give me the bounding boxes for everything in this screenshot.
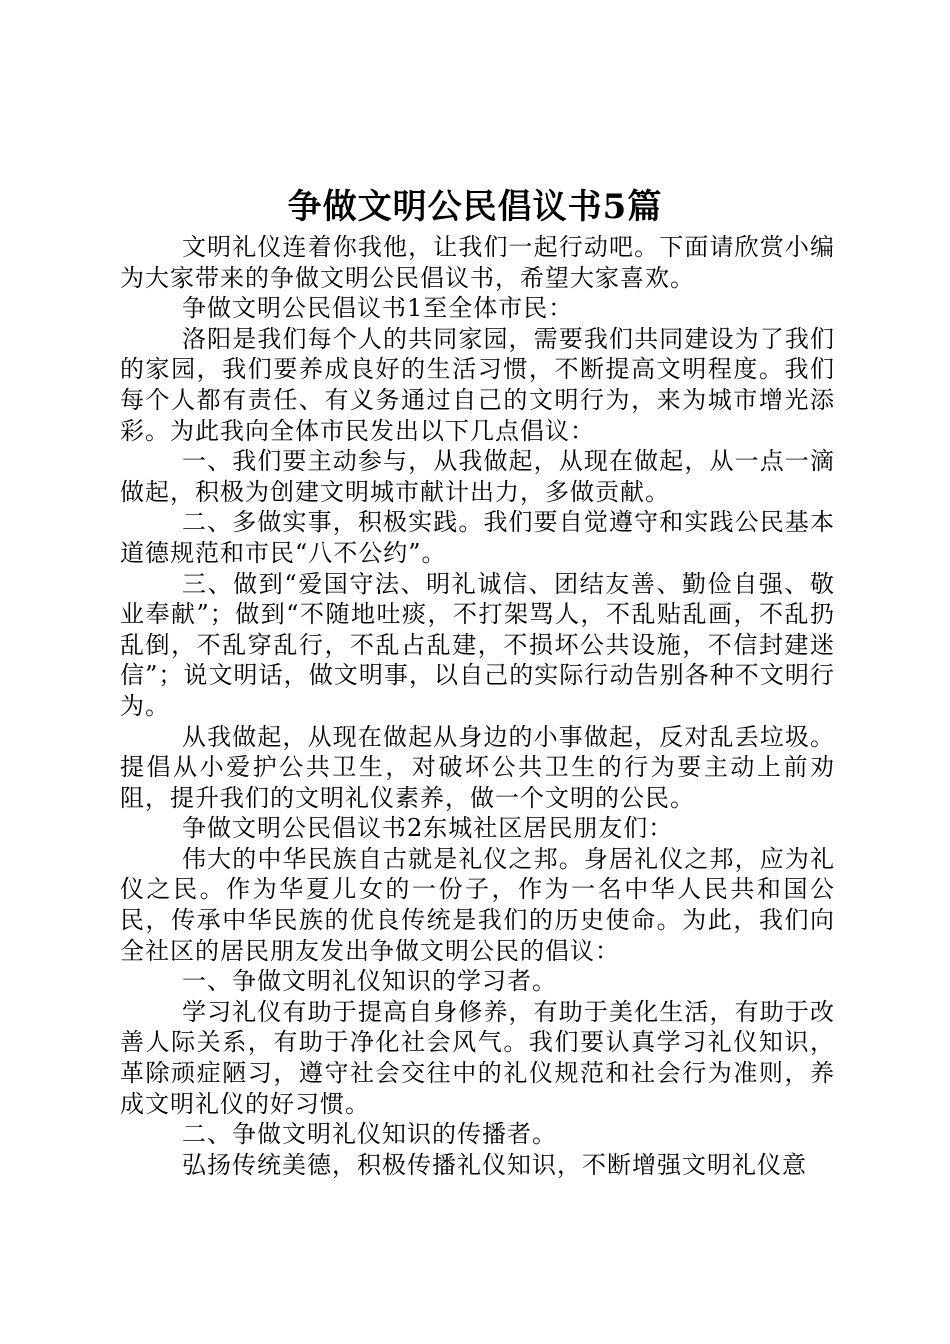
paragraph: 一、我们要主动参与，从我做起，从现在做起，从一点一滴做起，积极为创建文明城市献计出力，多做贡献。 bbox=[120, 447, 835, 506]
document-title: 争做文明公民倡议书5篇 bbox=[287, 187, 663, 227]
paragraph: 文明礼仪连着你我他，让我们一起行动吧。下面请欣赏小编为大家带来的争做文明公民倡议书，希望大家喜欢。 bbox=[120, 233, 835, 292]
paragraph: 一、争做文明礼仪知识的学习者。 bbox=[182, 967, 557, 996]
paragraph: 伟大的中华民族自古就是礼仪之邦。身居礼仪之邦，应为礼仪之民。作为华夏儿女的一份子，作为一名中华人民共和国公民，传承中华民族的优良传统是我们的历史使命。为此，我们向全社区的居民朋友发出争做文明公民的倡议： bbox=[120, 844, 835, 965]
paragraph: 洛阳是我们每个人的共同家园，需要我们共同建设为了我们的家园，我们要养成良好的生活习惯，不断提高文明程度。我们每个人都有责任、有义务通过自己的文明行为，来为城市增光添彩。为此我向全体市民发出以下几点倡议： bbox=[120, 324, 835, 445]
paragraph: 从我做起，从现在做起从身边的小事做起，反对乱丢垃圾。提倡从小爱护公共卫生，对破坏公共卫生的行为要主动上前劝阻，提升我们的文明礼仪素养，做一个文明的公民。 bbox=[120, 722, 835, 812]
paragraph: 争做文明公民倡议书2东城社区居民朋友们： bbox=[182, 814, 674, 843]
paragraph: 学习礼仪有助于提高自身修养，有助于美化生活，有助于改善人际关系，有助于净化社会风气。我们要认真学习礼仪知识，革除顽症陋习，遵守社会交往中的礼仪规范和社会行为准则，养成文明礼仪的好习惯。 bbox=[120, 997, 835, 1118]
document-body bbox=[120, 232, 835, 1180]
paragraph: 二、多做实事，积极实践。我们要自觉遵守和实践公民基本道德规范和市民“八不公约”。 bbox=[120, 508, 835, 567]
paragraph: 争做文明公民倡议书1至全体市民： bbox=[182, 294, 574, 323]
paragraph: 弘扬传统美德，积极传播礼仪知识，不断增强文明礼仪意 bbox=[182, 1150, 807, 1179]
paragraph: 三、做到“爱国守法、明礼诚信、团结友善、勤俭自强、敬业奉献”；做到“不随地吐痰，不打架骂人，不乱贴乱画，不乱扔乱倒，不乱穿乱行，不乱占乱建，不损坏公共设施，不信封建迷信”；说文明话，做文明事，以自己的实际行动告别各种不文明行为。 bbox=[120, 569, 835, 720]
paragraph: 二、争做文明礼仪知识的传播者。 bbox=[182, 1120, 557, 1149]
